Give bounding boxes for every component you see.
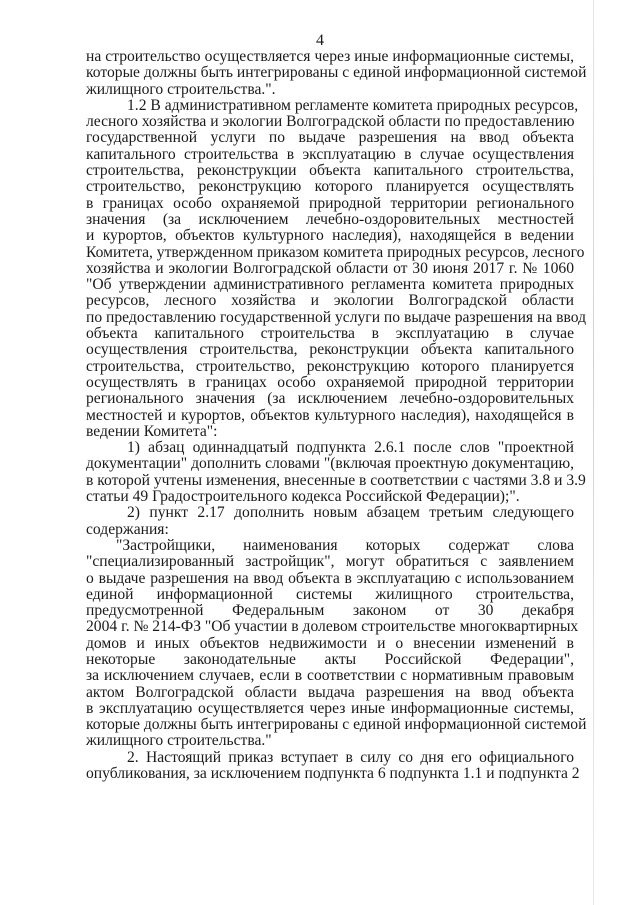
- text-line: и курортов, объектов культурного наследия), находящейся в ведении: [86, 227, 574, 245]
- text-line: осуществления строительства, реконструкции объекта капитального: [86, 341, 574, 359]
- text-line: о выдаче разрешения на ввод объекта в эксплуатацию с использованием: [86, 569, 574, 587]
- text-line: 2004 г. № 214-ФЗ "Об участии в долевом строительстве многоквартирных: [86, 618, 579, 636]
- text-line: содержания:: [86, 520, 169, 538]
- text-line: строительство, реконструкцию которого планируется осуществлять: [86, 178, 574, 196]
- text-line: местностей и курортов, объектов культурного наследия), находящейся в: [86, 406, 574, 424]
- text-line: капитального строительства в эксплуатацию в случае осуществления: [86, 145, 574, 163]
- text-line: 2) пункт 2.17 дополнить новым абзацем третьим следующего: [127, 504, 574, 522]
- text-line: по предоставлению государственной услуги по выдаче разрешения на ввод: [86, 308, 587, 326]
- text-line: на строительство осуществляется через иные информационные системы,: [86, 48, 574, 65]
- page-number: 4: [316, 32, 324, 49]
- text-line: "специализированный застройщик", могут обратиться с заявлением: [86, 553, 574, 571]
- text-line: документации" дополнить словами "(включая проектную документацию,: [86, 455, 574, 473]
- text-line: Комитета, утвержденном приказом комитета природных ресурсов, лесного: [86, 243, 585, 261]
- document-body: [86, 48, 587, 783]
- text-line: ведении Комитета":: [86, 422, 218, 440]
- text-line: домов и иных объектов недвижимости и о внесении изменений в: [86, 634, 574, 652]
- text-line: 2. Настоящий приказ вступает в силу со дня его официального: [127, 748, 574, 766]
- text-line: осуществлять в границах особо охраняемой природной территории: [86, 373, 574, 391]
- text-line: статьи 49 Градостроительного кодекса Российской Федерации);".: [86, 488, 520, 506]
- text-line: ресурсов, лесного хозяйства и экологии Волгоградской области: [86, 292, 574, 310]
- text-line: "Застройщики, наименования которых содержат слова: [116, 536, 574, 554]
- text-line: единой информационной системы жилищного строительства,: [86, 585, 574, 603]
- text-line: хозяйства и экологии Волгоградской области от 30 июня 2017 г. № 1060: [86, 259, 574, 277]
- text-line: значения (за исключением лечебно-оздоровительных местностей: [86, 210, 574, 228]
- text-line: 1) абзац одиннадцатый подпункта 2.6.1 после слов "проектной: [127, 439, 574, 457]
- text-line: которые должны быть интегрированы с единой информационной системой: [86, 64, 587, 82]
- text-line: строительства, строительство, реконструкцию которого планируется: [86, 357, 574, 375]
- text-line: 1.2 В административном регламенте комитета природных ресурсов,: [127, 96, 579, 114]
- text-line: жилищного строительства.".: [86, 80, 276, 98]
- text-line: государственной услуги по выдаче разрешения на ввод объекта: [86, 129, 574, 147]
- text-line: которые должны быть интегрированы с единой информационной системой: [86, 716, 587, 734]
- text-line: за исключением случаев, если в соответствии с нормативным правовым: [86, 667, 574, 685]
- text-line: некоторые законодательные акты Российской Федерации",: [86, 650, 574, 668]
- text-line: актом Волгоградской области выдача разрешения на ввод объекта: [86, 683, 574, 701]
- text-line: строительства, реконструкции объекта капитального строительства,: [86, 162, 574, 180]
- text-line: "Об утверждении административного регламента комитета природных: [86, 276, 574, 294]
- scan-edge-line: [593, 0, 594, 905]
- text-line: опубликования, за исключением подпункта 6 подпункта 1.1 и подпункта 2: [86, 765, 580, 783]
- text-line: в которой учтены изменения, внесенные в соответствии с частями 3.8 и 3.9: [86, 471, 586, 489]
- text-line: в эксплуатацию осуществляется через иные информационные системы,: [86, 699, 574, 717]
- text-line: объекта капитального строительства в эксплуатацию в случае: [86, 325, 574, 343]
- text-line: регионального значения (за исключением лечебно-оздоровительных: [86, 390, 574, 408]
- text-line: в границах особо охраняемой природной территории регионального: [86, 194, 574, 212]
- text-line: лесного хозяйства и экологии Волгоградской области по предоставлению: [86, 113, 575, 131]
- text-line: жилищного строительства.": [86, 732, 272, 750]
- text-line: предусмотренной Федеральным законом от 30 декабря: [86, 602, 574, 620]
